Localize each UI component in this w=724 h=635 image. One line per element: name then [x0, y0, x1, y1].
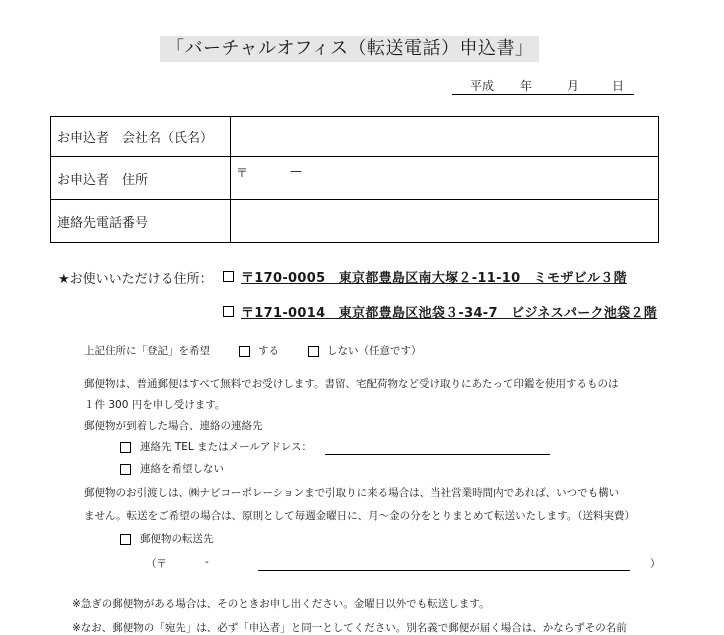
address-option-2: 〒171-0014 東京都豊島区池袋３-34-7 ビジネスパーク池袋２階	[241, 306, 658, 321]
forward-address-input-line[interactable]	[258, 570, 630, 571]
date-era: 平成	[470, 79, 495, 93]
address-option-1-checkbox[interactable]	[223, 271, 234, 282]
table-row	[51, 157, 659, 200]
note-addressee: ※なお、郵便物の「宛先」は、必ず「申込者」と同一としてください。別名義で郵便が届く場合は、かならずその名前	[72, 622, 627, 634]
address-choice-label: ★お使いいただける住所：	[58, 272, 213, 287]
registration-yes-checkbox[interactable]	[239, 346, 250, 357]
no-contact-label: 連絡を希望しない	[140, 463, 224, 475]
forward-postal-dash: -	[205, 556, 209, 568]
postal-mark: 〒	[236, 166, 249, 180]
mail-text-1: 郵便物は、普通郵便はすべて無料でお受けします。書留、宅配荷物など受け取りにあたって印鑑を使用するものは	[84, 378, 619, 390]
no-contact-checkbox[interactable]	[120, 464, 131, 475]
address-option-2-checkbox[interactable]	[223, 306, 234, 317]
applicant-table	[50, 116, 659, 243]
date-day: 日	[612, 79, 625, 93]
contact-heading: 郵便物が到着した場合、連絡の連絡先	[84, 420, 263, 432]
forward-postal-open: （〒	[146, 558, 167, 570]
form-title: 「バーチャルオフィス（転送電話）申込書」	[160, 36, 539, 62]
phone-field[interactable]	[231, 200, 659, 243]
contact-tel-label: 連絡先 TEL またはメールアドレス：	[140, 441, 313, 453]
forward-close: ）	[650, 558, 661, 570]
date-year: 年	[520, 79, 533, 93]
registration-no-label: しない（任意です）	[327, 345, 422, 357]
table-row	[51, 117, 659, 157]
address-option-1: 〒170-0005 東京都豊島区南大塚２-11-10 ミモザビル３階	[241, 271, 627, 286]
phone-label: 連絡先電話番号	[51, 200, 231, 243]
table-row	[51, 200, 659, 243]
contact-tel-input-line[interactable]	[325, 454, 550, 455]
registration-no-checkbox[interactable]	[308, 346, 319, 357]
address-label: お申込者 住所	[51, 157, 231, 200]
company-name-label: お申込者 会社名（氏名）	[51, 117, 231, 157]
date-underline	[452, 94, 634, 95]
company-name-field[interactable]	[231, 117, 659, 157]
note-urgent: ※急ぎの郵便物がある場合は、そのときお申し出ください。金曜日以外でも転送します。	[72, 598, 490, 610]
pickup-text-2: ません。転送をご希望の場合は、原則として毎週金曜日に、月～金の分をとりまとめて転送いたします。（送料実費）	[84, 510, 636, 522]
pickup-text-1: 郵便物のお引渡しは、㈱ナビコーポレーションまで引取りに来る場合は、当社営業時間内であれば、いつでも構い	[84, 487, 620, 499]
forward-label: 郵便物の転送先	[140, 533, 214, 545]
contact-tel-checkbox[interactable]	[120, 442, 131, 453]
mail-text-2: １件 300 円を申し受けます。	[84, 399, 226, 411]
date-month: 月	[567, 79, 580, 93]
forward-checkbox[interactable]	[120, 534, 131, 545]
postal-dash: —	[290, 164, 302, 178]
address-field[interactable]	[231, 157, 659, 200]
registration-yes-label: する	[258, 345, 279, 357]
registration-label: 上記住所に「登記」を希望	[84, 345, 210, 357]
